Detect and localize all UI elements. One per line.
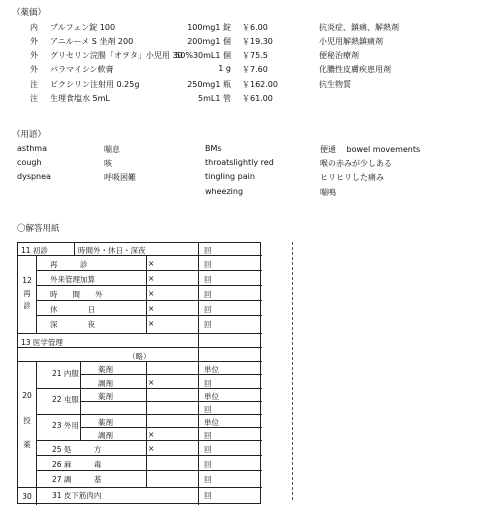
drug-row <box>0 22 500 34</box>
r26-kai: 回 <box>204 460 212 469</box>
drug-route: 外 <box>30 65 38 74</box>
row-21-label: 21 内服 <box>52 369 79 378</box>
row-11-sub: 時間外・休日・深夜 <box>78 246 146 255</box>
terms-section-title: （用語） <box>12 130 47 140</box>
r21-kai: 回 <box>204 379 212 388</box>
r21-times: × <box>148 378 155 387</box>
drug-row <box>0 93 500 105</box>
drug-name: ブルフェン錠 100 <box>50 23 116 32</box>
drug-dose: 1 g <box>218 64 231 73</box>
r21-yakuzai: 薬剤 <box>98 365 113 374</box>
drug-route: 注 <box>30 94 38 103</box>
r23-kai: 回 <box>204 431 212 440</box>
drug-name: ビクシリン注射用 0.25g <box>50 80 140 89</box>
drug-route: 外 <box>30 51 38 60</box>
drug-price: ￥61.00 <box>242 94 273 103</box>
drug-price: ￥162.00 <box>242 80 278 89</box>
r23-unit: 単位 <box>204 418 219 427</box>
term-ja: ヒリヒリした痛み <box>320 173 384 182</box>
drug-price: ￥6.00 <box>242 23 268 32</box>
r12-row-label: 休 日 <box>50 305 95 314</box>
drug-dose: 100mg1 錠 <box>187 23 231 32</box>
term-en: wheezing <box>205 187 244 196</box>
r23-yakuzai: 薬剤 <box>98 418 113 427</box>
term-row <box>0 172 500 184</box>
row-13-label: 13 医学管理 <box>21 338 63 347</box>
drug-effect: 便秘治療剤 <box>319 51 359 60</box>
drug-name: 生理食塩水 5mL <box>50 94 110 103</box>
r22-unit: 単位 <box>204 392 219 401</box>
answer-sheet-title: 〇解答用紙 <box>17 224 60 234</box>
term-ja: 呼吸困難 <box>104 173 136 182</box>
term-row <box>0 187 500 199</box>
drug-effect: 抗生物質 <box>319 80 351 89</box>
term-en: dyspnea <box>17 172 51 181</box>
r12-row-label: 時 間 外 <box>50 290 103 299</box>
r12-row-label: 再 診 <box>50 260 88 269</box>
row-30-number: 30 <box>22 492 32 501</box>
r25-times: × <box>148 444 155 453</box>
drug-dose: 250mg1 瓶 <box>187 80 231 89</box>
r31-kai: 回 <box>204 491 212 500</box>
row-12-number: 12 <box>22 276 32 285</box>
drug-effect: 抗炎症、鎮痛、解熱剤 <box>319 23 399 32</box>
drug-row <box>0 79 500 91</box>
drug-name: グリセリン浣腸「オヲタ」小児用 30 <box>50 51 183 60</box>
row-27-label: 27 調 基 <box>52 475 102 484</box>
r22-kai: 回 <box>204 405 212 414</box>
r12-row-unit: 回 <box>204 275 212 284</box>
term-en: throatslightly red <box>205 158 274 167</box>
term-ja: 咳 <box>104 159 112 168</box>
row-23-label: 23 外用 <box>52 421 79 430</box>
term-ja: 喉の赤みが少しある <box>320 159 392 168</box>
drug-effect: 化膿性皮膚疾患用剤 <box>319 65 391 74</box>
row-12-char-1: 再 <box>23 289 31 298</box>
drug-dose: 50%30mL1 個 <box>175 51 231 60</box>
r12-row-label: 深 夜 <box>50 320 95 329</box>
r27-kai: 回 <box>204 475 212 484</box>
row-11-unit: 回 <box>204 246 212 255</box>
row-20-number: 20 <box>22 391 32 400</box>
drug-route: 内 <box>30 23 38 32</box>
r23-times: × <box>148 430 155 439</box>
term-en: BMs <box>205 144 222 153</box>
row-25-label: 25 処 方 <box>52 445 102 454</box>
drug-price: ￥19.30 <box>242 37 273 46</box>
drug-effect: 小児用解熱鎮痛剤 <box>319 37 383 46</box>
row-31-label: 31 皮下筋肉内 <box>52 491 102 500</box>
drug-dose: 5mL1 管 <box>198 94 231 103</box>
row-20-char-2: 薬 <box>23 440 31 449</box>
r12-row-times: × <box>148 259 155 268</box>
r23-chozai: 調剤 <box>98 431 113 440</box>
dashed-divider <box>292 242 293 500</box>
row-26-label: 26 麻 毒 <box>52 460 102 469</box>
term-en: cough <box>17 158 42 167</box>
term-ja: 喘鳴 <box>320 188 336 197</box>
drug-route: 注 <box>30 80 38 89</box>
drug-row <box>0 50 500 62</box>
r12-row-unit: 回 <box>204 290 212 299</box>
r12-row-times: × <box>148 274 155 283</box>
r12-row-unit: 回 <box>204 260 212 269</box>
drug-price: ￥75.5 <box>242 51 268 60</box>
row-12-char-2: 診 <box>23 301 31 310</box>
omitted-label: （略） <box>128 352 151 361</box>
r21-chozai: 調剤 <box>98 379 113 388</box>
r12-row-unit: 回 <box>204 305 212 314</box>
row-22-label: 22 屯服 <box>52 395 79 404</box>
r25-kai: 回 <box>204 445 212 454</box>
r21-unit: 単位 <box>204 365 219 374</box>
row-20-char-1: 投 <box>23 416 31 425</box>
term-ja: 便通 bowel movements <box>320 145 421 154</box>
term-en: tingling pain <box>205 172 255 181</box>
drug-name: パラマイシン軟膏 <box>50 65 114 74</box>
drug-route: 外 <box>30 37 38 46</box>
term-en: asthma <box>17 144 47 153</box>
term-ja: 喘息 <box>104 145 120 154</box>
r12-row-label: 外来管理加算 <box>50 275 95 284</box>
answer-form <box>17 242 261 504</box>
r12-row-unit: 回 <box>204 320 212 329</box>
drug-dose: 200mg1 個 <box>187 37 231 46</box>
drug-name: アニルーメ S 坐剤 200 <box>50 37 134 46</box>
term-row <box>0 144 500 156</box>
row-11-label: 11 初診 <box>21 246 48 255</box>
drug-row <box>0 64 500 76</box>
drugs-section-title: （薬価） <box>12 8 47 18</box>
term-row <box>0 158 500 170</box>
r12-row-times: × <box>148 289 155 298</box>
r22-yakuzai: 薬剤 <box>98 392 113 401</box>
drug-row <box>0 36 500 48</box>
drug-price: ￥7.60 <box>242 65 268 74</box>
r12-row-times: × <box>148 319 155 328</box>
r12-row-times: × <box>148 304 155 313</box>
